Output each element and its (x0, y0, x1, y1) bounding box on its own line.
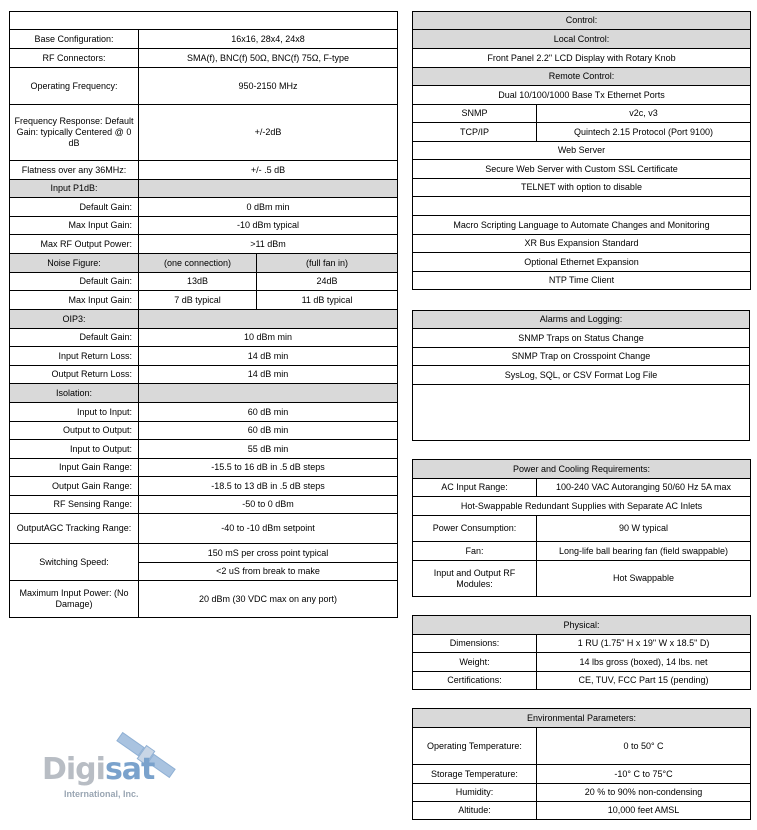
spec-value: 55 dB min (139, 440, 398, 459)
spec-label: Operating Temperature: (413, 728, 537, 765)
section-header: Alarms and Logging: (413, 311, 750, 329)
spec-value: SysLog, SQL, or CSV Format Log File (413, 366, 750, 385)
spec-value: 0 dBm min (139, 198, 398, 217)
spec-label: Certifications: (413, 672, 537, 690)
spec-label: Max Input Gain: (10, 291, 139, 310)
spec-value: Optional Ethernet Expansion (413, 253, 751, 272)
spec-value: Web Server (413, 142, 751, 160)
logo-wordmark: Digisat (42, 752, 155, 787)
spec-value: -10 dBm typical (139, 217, 398, 235)
spec-value: NTP Time Client (413, 272, 751, 290)
spec-label: Storage Temperature: (413, 765, 537, 784)
spec-value (413, 197, 751, 216)
spec-label: Default Gain: (10, 273, 139, 291)
spec-value: 10,000 feet AMSL (537, 802, 751, 820)
spec-value: 10 dBm min (139, 329, 398, 347)
section-header: Environmental Parameters: (413, 709, 751, 728)
spec-label: SNMP (413, 105, 537, 123)
spec-label: OutputAGC Tracking Range: (10, 514, 139, 544)
spec-label: RF Sensing Range: (10, 496, 139, 514)
spec-label: Output to Output: (10, 422, 139, 440)
blank-header-row (10, 12, 398, 30)
spec-label: Output Gain Range: (10, 477, 139, 496)
spec-value: -50 to 0 dBm (139, 496, 398, 514)
spec-label: Input to Output: (10, 440, 139, 459)
spec-value: -15.5 to 16 dB in .5 dB steps (139, 459, 398, 477)
spec-label: Maximum Input Power: (No Damage) (10, 581, 139, 618)
specs-table (9, 11, 398, 618)
spec-label: Input Gain Range: (10, 459, 139, 477)
spec-value: <2 uS from break to make (139, 563, 398, 581)
spec-value: 14 lbs gross (boxed), 14 lbs. net (537, 653, 751, 672)
spec-label: Input and Output RF Modules: (413, 561, 537, 597)
spec-value: XR Bus Expansion Standard (413, 235, 751, 253)
section-header: Power and Cooling Requirements: (413, 460, 751, 479)
subsection-header: Remote Control: (413, 68, 751, 86)
spec-label: Dimensions: (413, 635, 537, 653)
spec-label: TCP/IP (413, 123, 537, 142)
spec-value: 1 RU (1.75" H x 19" W x 18.5" D) (537, 635, 751, 653)
spec-label: Weight: (413, 653, 537, 672)
spec-label: Fan: (413, 542, 537, 561)
spec-value: 60 dB min (139, 422, 398, 440)
spec-label: Base Configuration: (10, 30, 139, 49)
section-label: Isolation: (10, 384, 139, 403)
spec-value: 11 dB typical (257, 291, 398, 310)
section-header: Control: (413, 12, 751, 30)
spec-value: +/- .5 dB (139, 161, 398, 180)
section-value (139, 310, 398, 329)
spec-value: 100-240 VAC Autoranging 50/60 Hz 5A max (537, 479, 751, 497)
environment-table (412, 708, 751, 820)
spec-label: Power Consumption: (413, 516, 537, 542)
spec-label: Output Return Loss: (10, 366, 139, 384)
spec-label: Input to Input: (10, 403, 139, 422)
spec-value (413, 385, 750, 441)
alarms-table (412, 310, 750, 441)
spec-value: 7 dB typical (139, 291, 257, 310)
section-label: OIP3: (10, 310, 139, 329)
spec-value: Quintech 2.15 Protocol (Port 9100) (537, 123, 751, 142)
spec-value: Dual 10/100/1000 Base Tx Ethernet Ports (413, 86, 751, 105)
noise-col-header: (one connection) (139, 254, 257, 273)
spec-label: AC Input Range: (413, 479, 537, 497)
spec-label: Frequency Response: Default Gain: typically Centered @ 0 dB (10, 105, 139, 161)
spec-value: 13dB (139, 273, 257, 291)
spec-label: Max RF Output Power: (10, 235, 139, 254)
spec-value: Long-life ball bearing fan (field swappable) (537, 542, 751, 561)
spec-value: +/-2dB (139, 105, 398, 161)
section-header: Physical: (413, 616, 751, 635)
spec-label: Operating Frequency: (10, 68, 139, 105)
spec-value: 950-2150 MHz (139, 68, 398, 105)
spec-value: 0 to 50° C (537, 728, 751, 765)
spec-label: Default Gain: (10, 329, 139, 347)
noise-col-header: (full fan in) (257, 254, 398, 273)
spec-value: 16x16, 28x4, 24x8 (139, 30, 398, 49)
spec-label: RF Connectors: (10, 49, 139, 68)
digisat-logo (28, 728, 188, 808)
spec-label: Altitude: (413, 802, 537, 820)
spec-value: v2c, v3 (537, 105, 751, 123)
spec-label: Default Gain: (10, 198, 139, 217)
spec-value: Hot-Swappable Redundant Supplies with Separate AC Inlets (413, 497, 751, 516)
spec-label: Max Input Gain: (10, 217, 139, 235)
spec-value: -18.5 to 13 dB in .5 dB steps (139, 477, 398, 496)
spec-value: CE, TUV, FCC Part 15 (pending) (537, 672, 751, 690)
spec-value: Hot Swappable (537, 561, 751, 597)
spec-value: Macro Scripting Language to Automate Changes and Monitoring (413, 216, 751, 235)
spec-value: 20 dBm (30 VDC max on any port) (139, 581, 398, 618)
spec-value: 90 W typical (537, 516, 751, 542)
spec-value: Front Panel 2.2" LCD Display with Rotary Knob (413, 49, 751, 68)
logo-subtitle: International, Inc. (64, 789, 139, 799)
spec-value: >11 dBm (139, 235, 398, 254)
spec-value: 20 % to 90% non-condensing (537, 784, 751, 802)
section-value (139, 384, 398, 403)
spec-value: 14 dB min (139, 366, 398, 384)
spec-label: Input Return Loss: (10, 347, 139, 366)
spec-label: Humidity: (413, 784, 537, 802)
spec-value: TELNET with option to disable (413, 179, 751, 197)
spec-value: 24dB (257, 273, 398, 291)
section-label: Noise Figure: (10, 254, 139, 273)
spec-value: 150 mS per cross point typical (139, 544, 398, 563)
spec-value: SMA(f), BNC(f) 50Ω, BNC(f) 75Ω, F-type (139, 49, 398, 68)
section-value (139, 180, 398, 198)
physical-table (412, 615, 751, 690)
subsection-header: Local Control: (413, 30, 751, 49)
spec-value: SNMP Traps on Status Change (413, 329, 750, 348)
spec-value: -40 to -10 dBm setpoint (139, 514, 398, 544)
spec-value: SNMP Trap on Crosspoint Change (413, 348, 750, 366)
control-table (412, 11, 751, 290)
spec-value: 60 dB min (139, 403, 398, 422)
spec-value: 14 dB min (139, 347, 398, 366)
spec-label: Switching Speed: (10, 544, 139, 581)
spec-value: -10° C to 75°C (537, 765, 751, 784)
power-table (412, 459, 751, 597)
section-label: Input P1dB: (10, 180, 139, 198)
spec-label: Flatness over any 36MHz: (10, 161, 139, 180)
spec-value: Secure Web Server with Custom SSL Certificate (413, 160, 751, 179)
